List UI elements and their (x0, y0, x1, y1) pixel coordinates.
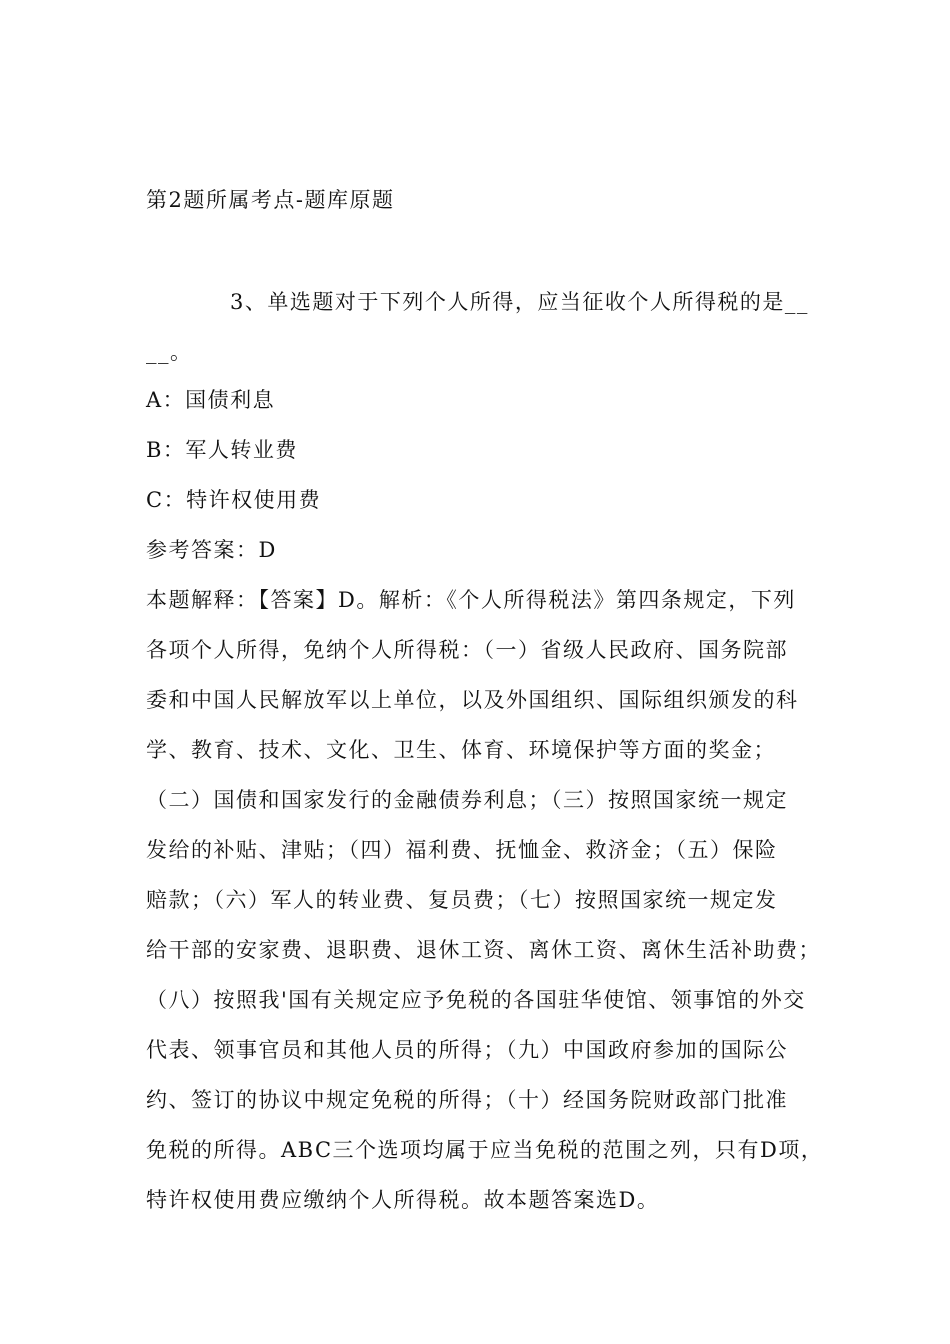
option-c: C：特许权使用费 (146, 488, 322, 512)
explanation-line: 赔款；（六）军人的转业费、复员费；（七）按照国家统一规定发 (146, 888, 778, 912)
reference-answer: 参考答案：D (146, 538, 277, 562)
explanation-line: 代表、领事官员和其他人员的所得；（九）中国政府参加的国际公 (146, 1038, 788, 1062)
explanation-line: 各项个人所得，免纳个人所得税：（一）省级人民政府、国务院部 (146, 638, 788, 662)
explanation-line: 免税的所得。ABC三个选项均属于应当免税的范围之列，只有D项， (146, 1138, 824, 1162)
explanation-line: 特许权使用费应缴纳个人所得税。故本题答案选D。 (146, 1188, 660, 1212)
explanation-line: 学、教育、技术、文化、卫生、体育、环境保护等方面的奖金； (146, 738, 776, 762)
question-text-line-1: 3、单选题对于下列个人所得，应当征收个人所得税的是__ (230, 290, 809, 314)
option-b: B：军人转业费 (146, 438, 298, 462)
question-text-line-2: __。 (146, 340, 193, 364)
explanation-line: 给干部的安家费、退职费、退休工资、离休工资、离休生活补助费； (146, 938, 821, 962)
explanation-line: （八）按照我'国有关规定应予免税的各国驻华使馆、领事馆的外交 (146, 988, 806, 1012)
explanation-line: 委和中国人民解放军以上单位，以及外国组织、国际组织颁发的科 (146, 688, 799, 712)
option-a: A：国债利息 (146, 388, 276, 412)
explanation-line: 本题解释：【答案】D。解析：《个人所得税法》第四条规定，下列 (146, 588, 796, 612)
section-header: 第2题所属考点-题库原题 (146, 188, 395, 212)
explanation-line: 发给的补贴、津贴；（四）福利费、抚恤金、救济金；（五）保险 (146, 838, 778, 862)
explanation-line: 约、签订的协议中规定免税的所得；（十）经国务院财政部门批准 (146, 1088, 788, 1112)
explanation-line: （二）国债和国家发行的金融债券利息；（三）按照国家统一规定 (146, 788, 788, 812)
